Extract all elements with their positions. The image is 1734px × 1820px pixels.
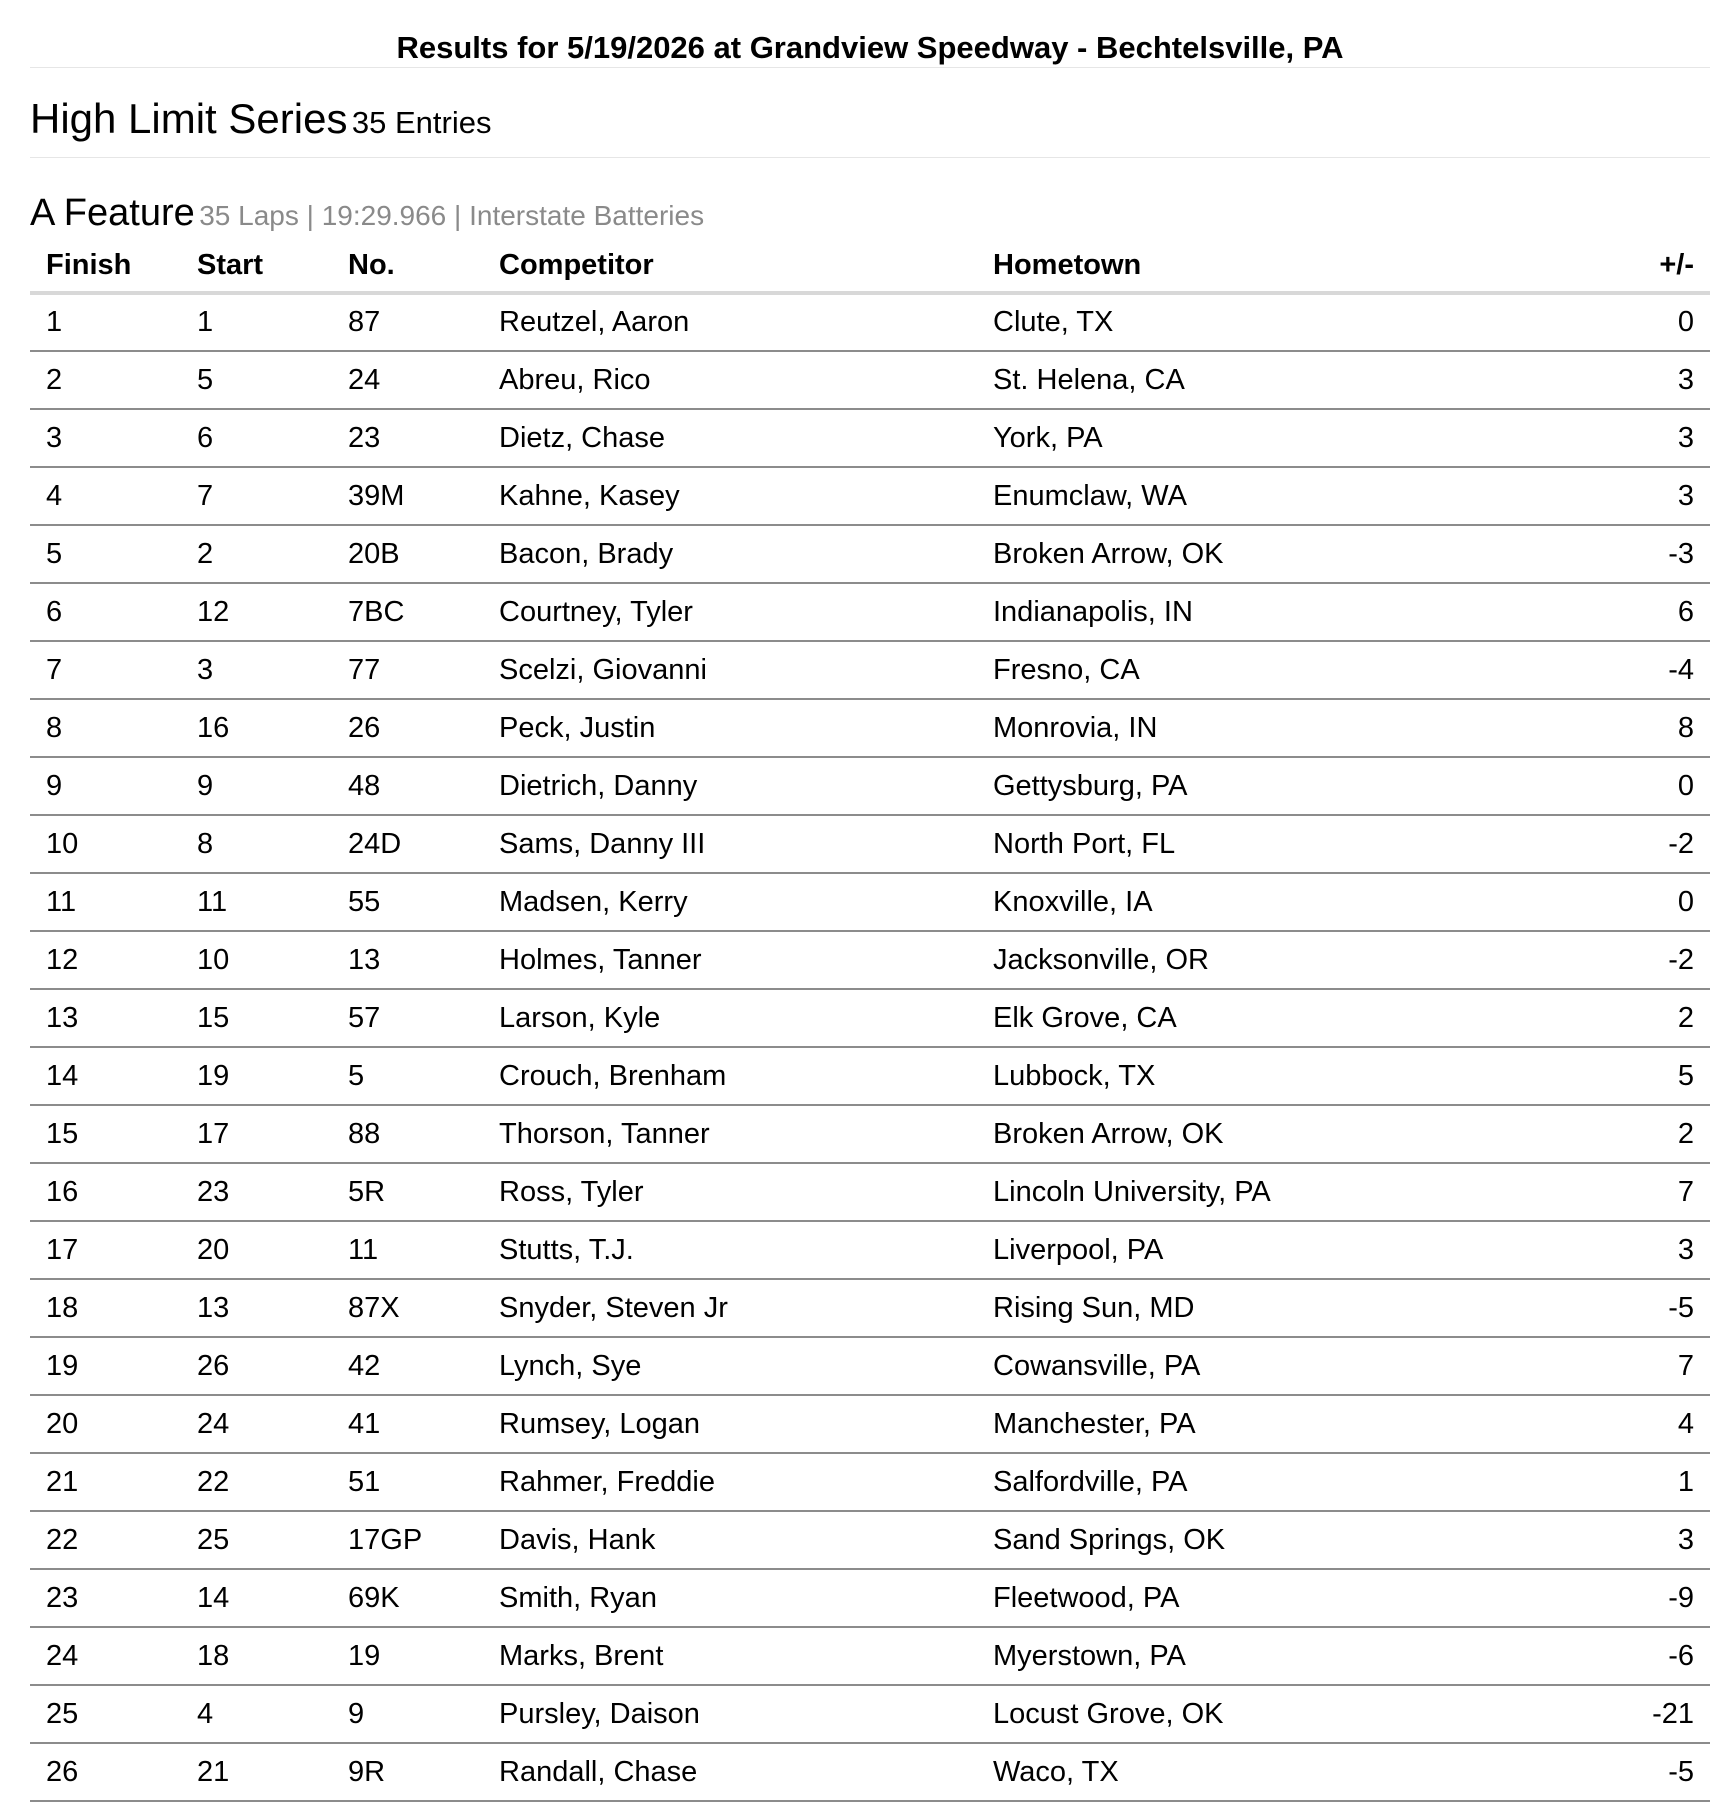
finish-cell: 14 bbox=[30, 1047, 181, 1105]
number-cell: 20B bbox=[332, 525, 483, 583]
hometown-cell: Clute, TX bbox=[977, 293, 1577, 351]
start-cell: 3 bbox=[181, 641, 332, 699]
table-row bbox=[30, 583, 1710, 641]
hometown-cell: Cowansville, PA bbox=[977, 1337, 1577, 1395]
hometown-cell: Elk Grove, CA bbox=[977, 989, 1577, 1047]
table-row bbox=[30, 525, 1710, 583]
start-cell: 20 bbox=[181, 1221, 332, 1279]
table-row bbox=[30, 1627, 1710, 1685]
hometown-cell: Liverpool, PA bbox=[977, 1221, 1577, 1279]
start-cell: 5 bbox=[181, 351, 332, 409]
number-cell: 9R bbox=[332, 1743, 483, 1801]
plus-minus-cell: -5 bbox=[1577, 1743, 1710, 1801]
hometown-cell: St. Helena, CA bbox=[977, 351, 1577, 409]
feature-header bbox=[30, 192, 1710, 232]
results-table bbox=[30, 239, 1710, 1802]
number-cell: 87 bbox=[332, 293, 483, 351]
competitor-cell: Ross, Tyler bbox=[483, 1163, 977, 1221]
finish-cell: 4 bbox=[30, 467, 181, 525]
number-cell: 13 bbox=[332, 931, 483, 989]
finish-cell: 6 bbox=[30, 583, 181, 641]
number-cell: 51 bbox=[332, 1453, 483, 1511]
hometown-cell: Manchester, PA bbox=[977, 1395, 1577, 1453]
finish-cell: 18 bbox=[30, 1279, 181, 1337]
table-header-row bbox=[30, 239, 1710, 293]
plus-minus-cell: 1 bbox=[1577, 1453, 1710, 1511]
number-cell: 57 bbox=[332, 989, 483, 1047]
competitor-cell: Randall, Chase bbox=[483, 1743, 977, 1801]
competitor-cell: Reutzel, Aaron bbox=[483, 293, 977, 351]
start-cell: 12 bbox=[181, 583, 332, 641]
start-cell: 9 bbox=[181, 757, 332, 815]
plus-minus-cell: 2 bbox=[1577, 1105, 1710, 1163]
plus-minus-cell: -4 bbox=[1577, 641, 1710, 699]
competitor-cell: Stutts, T.J. bbox=[483, 1221, 977, 1279]
start-cell: 11 bbox=[181, 873, 332, 931]
finish-cell: 24 bbox=[30, 1627, 181, 1685]
results-table-body bbox=[30, 293, 1710, 1801]
hometown-cell: Jacksonville, OR bbox=[977, 931, 1577, 989]
table-row bbox=[30, 1047, 1710, 1105]
plus-minus-cell: -5 bbox=[1577, 1279, 1710, 1337]
table-row bbox=[30, 873, 1710, 931]
start-cell: 10 bbox=[181, 931, 332, 989]
number-cell: 5 bbox=[332, 1047, 483, 1105]
number-cell: 5R bbox=[332, 1163, 483, 1221]
number-cell: 17GP bbox=[332, 1511, 483, 1569]
competitor-cell: Scelzi, Giovanni bbox=[483, 641, 977, 699]
column-header-competitor: Competitor bbox=[483, 239, 977, 293]
number-cell: 9 bbox=[332, 1685, 483, 1743]
plus-minus-cell: 0 bbox=[1577, 873, 1710, 931]
start-cell: 23 bbox=[181, 1163, 332, 1221]
finish-cell: 2 bbox=[30, 351, 181, 409]
table-row bbox=[30, 989, 1710, 1047]
plus-minus-cell: -21 bbox=[1577, 1685, 1710, 1743]
hometown-cell: Myerstown, PA bbox=[977, 1627, 1577, 1685]
table-row bbox=[30, 757, 1710, 815]
table-row bbox=[30, 1337, 1710, 1395]
series-header bbox=[30, 68, 1710, 158]
hometown-cell: Broken Arrow, OK bbox=[977, 1105, 1577, 1163]
competitor-cell: Larson, Kyle bbox=[483, 989, 977, 1047]
hometown-cell: Locust Grove, OK bbox=[977, 1685, 1577, 1743]
plus-minus-cell: 3 bbox=[1577, 351, 1710, 409]
hometown-cell: Fresno, CA bbox=[977, 641, 1577, 699]
results-page bbox=[30, 0, 1710, 1802]
start-cell: 15 bbox=[181, 989, 332, 1047]
finish-cell: 23 bbox=[30, 1569, 181, 1627]
number-cell: 41 bbox=[332, 1395, 483, 1453]
finish-cell: 11 bbox=[30, 873, 181, 931]
start-cell: 24 bbox=[181, 1395, 332, 1453]
number-cell: 42 bbox=[332, 1337, 483, 1395]
number-cell: 7BC bbox=[332, 583, 483, 641]
plus-minus-cell: 6 bbox=[1577, 583, 1710, 641]
hometown-cell: Lincoln University, PA bbox=[977, 1163, 1577, 1221]
series-name: High Limit Series bbox=[30, 95, 348, 142]
finish-cell: 26 bbox=[30, 1743, 181, 1801]
hometown-cell: Sand Springs, OK bbox=[977, 1511, 1577, 1569]
page-title: Results for 5/19/2026 at Grandview Speedway - Bechtelsville, PA bbox=[30, 0, 1710, 68]
plus-minus-cell: 3 bbox=[1577, 467, 1710, 525]
table-row bbox=[30, 1569, 1710, 1627]
table-row bbox=[30, 1279, 1710, 1337]
start-cell: 1 bbox=[181, 293, 332, 351]
plus-minus-cell: 0 bbox=[1577, 293, 1710, 351]
plus-minus-cell: 7 bbox=[1577, 1337, 1710, 1395]
plus-minus-cell: -2 bbox=[1577, 815, 1710, 873]
series-entries: 35 Entries bbox=[351, 105, 492, 140]
start-cell: 14 bbox=[181, 1569, 332, 1627]
plus-minus-cell: 7 bbox=[1577, 1163, 1710, 1221]
table-row bbox=[30, 1163, 1710, 1221]
plus-minus-cell: -9 bbox=[1577, 1569, 1710, 1627]
plus-minus-cell: 0 bbox=[1577, 757, 1710, 815]
finish-cell: 17 bbox=[30, 1221, 181, 1279]
competitor-cell: Kahne, Kasey bbox=[483, 467, 977, 525]
finish-cell: 7 bbox=[30, 641, 181, 699]
start-cell: 4 bbox=[181, 1685, 332, 1743]
table-row bbox=[30, 1685, 1710, 1743]
finish-cell: 5 bbox=[30, 525, 181, 583]
start-cell: 17 bbox=[181, 1105, 332, 1163]
table-row bbox=[30, 699, 1710, 757]
plus-minus-cell: 5 bbox=[1577, 1047, 1710, 1105]
plus-minus-cell: 3 bbox=[1577, 1511, 1710, 1569]
feature-name: A Feature bbox=[30, 192, 195, 234]
competitor-cell: Smith, Ryan bbox=[483, 1569, 977, 1627]
finish-cell: 8 bbox=[30, 699, 181, 757]
number-cell: 19 bbox=[332, 1627, 483, 1685]
table-row bbox=[30, 351, 1710, 409]
number-cell: 24D bbox=[332, 815, 483, 873]
table-row bbox=[30, 1105, 1710, 1163]
number-cell: 39M bbox=[332, 467, 483, 525]
column-header-start: Start bbox=[181, 239, 332, 293]
start-cell: 26 bbox=[181, 1337, 332, 1395]
table-row bbox=[30, 409, 1710, 467]
finish-cell: 12 bbox=[30, 931, 181, 989]
start-cell: 21 bbox=[181, 1743, 332, 1801]
column-header-hometown: Hometown bbox=[977, 239, 1577, 293]
hometown-cell: Waco, TX bbox=[977, 1743, 1577, 1801]
plus-minus-cell: -2 bbox=[1577, 931, 1710, 989]
plus-minus-cell: -6 bbox=[1577, 1627, 1710, 1685]
competitor-cell: Snyder, Steven Jr bbox=[483, 1279, 977, 1337]
competitor-cell: Crouch, Brenham bbox=[483, 1047, 977, 1105]
plus-minus-cell: 8 bbox=[1577, 699, 1710, 757]
feature-meta: 35 Laps | 19:29.966 | Interstate Batteries bbox=[199, 200, 705, 231]
competitor-cell: Bacon, Brady bbox=[483, 525, 977, 583]
start-cell: 6 bbox=[181, 409, 332, 467]
finish-cell: 20 bbox=[30, 1395, 181, 1453]
finish-cell: 25 bbox=[30, 1685, 181, 1743]
plus-minus-cell: 2 bbox=[1577, 989, 1710, 1047]
table-row bbox=[30, 467, 1710, 525]
competitor-cell: Dietz, Chase bbox=[483, 409, 977, 467]
competitor-cell: Marks, Brent bbox=[483, 1627, 977, 1685]
number-cell: 48 bbox=[332, 757, 483, 815]
finish-cell: 21 bbox=[30, 1453, 181, 1511]
competitor-cell: Rumsey, Logan bbox=[483, 1395, 977, 1453]
table-row bbox=[30, 1743, 1710, 1801]
competitor-cell: Rahmer, Freddie bbox=[483, 1453, 977, 1511]
number-cell: 87X bbox=[332, 1279, 483, 1337]
hometown-cell: Salfordville, PA bbox=[977, 1453, 1577, 1511]
competitor-cell: Abreu, Rico bbox=[483, 351, 977, 409]
number-cell: 55 bbox=[332, 873, 483, 931]
start-cell: 16 bbox=[181, 699, 332, 757]
competitor-cell: Lynch, Sye bbox=[483, 1337, 977, 1395]
number-cell: 11 bbox=[332, 1221, 483, 1279]
hometown-cell: Knoxville, IA bbox=[977, 873, 1577, 931]
start-cell: 13 bbox=[181, 1279, 332, 1337]
start-cell: 2 bbox=[181, 525, 332, 583]
hometown-cell: Enumclaw, WA bbox=[977, 467, 1577, 525]
competitor-cell: Madsen, Kerry bbox=[483, 873, 977, 931]
finish-cell: 15 bbox=[30, 1105, 181, 1163]
competitor-cell: Peck, Justin bbox=[483, 699, 977, 757]
plus-minus-cell: 4 bbox=[1577, 1395, 1710, 1453]
finish-cell: 22 bbox=[30, 1511, 181, 1569]
start-cell: 18 bbox=[181, 1627, 332, 1685]
competitor-cell: Thorson, Tanner bbox=[483, 1105, 977, 1163]
plus-minus-cell: -3 bbox=[1577, 525, 1710, 583]
finish-cell: 9 bbox=[30, 757, 181, 815]
start-cell: 19 bbox=[181, 1047, 332, 1105]
table-row bbox=[30, 1221, 1710, 1279]
table-row bbox=[30, 1511, 1710, 1569]
competitor-cell: Dietrich, Danny bbox=[483, 757, 977, 815]
competitor-cell: Pursley, Daison bbox=[483, 1685, 977, 1743]
column-header-plus-minus: +/- bbox=[1577, 239, 1710, 293]
number-cell: 77 bbox=[332, 641, 483, 699]
start-cell: 8 bbox=[181, 815, 332, 873]
finish-cell: 16 bbox=[30, 1163, 181, 1221]
finish-cell: 13 bbox=[30, 989, 181, 1047]
competitor-cell: Courtney, Tyler bbox=[483, 583, 977, 641]
number-cell: 69K bbox=[332, 1569, 483, 1627]
hometown-cell: Monrovia, IN bbox=[977, 699, 1577, 757]
hometown-cell: Lubbock, TX bbox=[977, 1047, 1577, 1105]
table-row bbox=[30, 931, 1710, 989]
finish-cell: 3 bbox=[30, 409, 181, 467]
start-cell: 7 bbox=[181, 467, 332, 525]
hometown-cell: Rising Sun, MD bbox=[977, 1279, 1577, 1337]
table-row bbox=[30, 815, 1710, 873]
hometown-cell: Indianapolis, IN bbox=[977, 583, 1577, 641]
table-row bbox=[30, 1453, 1710, 1511]
column-header-finish: Finish bbox=[30, 239, 181, 293]
hometown-cell: Gettysburg, PA bbox=[977, 757, 1577, 815]
finish-cell: 10 bbox=[30, 815, 181, 873]
plus-minus-cell: 3 bbox=[1577, 409, 1710, 467]
start-cell: 22 bbox=[181, 1453, 332, 1511]
start-cell: 25 bbox=[181, 1511, 332, 1569]
hometown-cell: North Port, FL bbox=[977, 815, 1577, 873]
finish-cell: 19 bbox=[30, 1337, 181, 1395]
column-header-number: No. bbox=[332, 239, 483, 293]
number-cell: 26 bbox=[332, 699, 483, 757]
finish-cell: 1 bbox=[30, 293, 181, 351]
table-row bbox=[30, 1395, 1710, 1453]
competitor-cell: Sams, Danny III bbox=[483, 815, 977, 873]
table-row bbox=[30, 293, 1710, 351]
number-cell: 24 bbox=[332, 351, 483, 409]
competitor-cell: Holmes, Tanner bbox=[483, 931, 977, 989]
plus-minus-cell: 3 bbox=[1577, 1221, 1710, 1279]
table-row bbox=[30, 641, 1710, 699]
hometown-cell: Fleetwood, PA bbox=[977, 1569, 1577, 1627]
competitor-cell: Davis, Hank bbox=[483, 1511, 977, 1569]
hometown-cell: Broken Arrow, OK bbox=[977, 525, 1577, 583]
hometown-cell: York, PA bbox=[977, 409, 1577, 467]
number-cell: 88 bbox=[332, 1105, 483, 1163]
number-cell: 23 bbox=[332, 409, 483, 467]
